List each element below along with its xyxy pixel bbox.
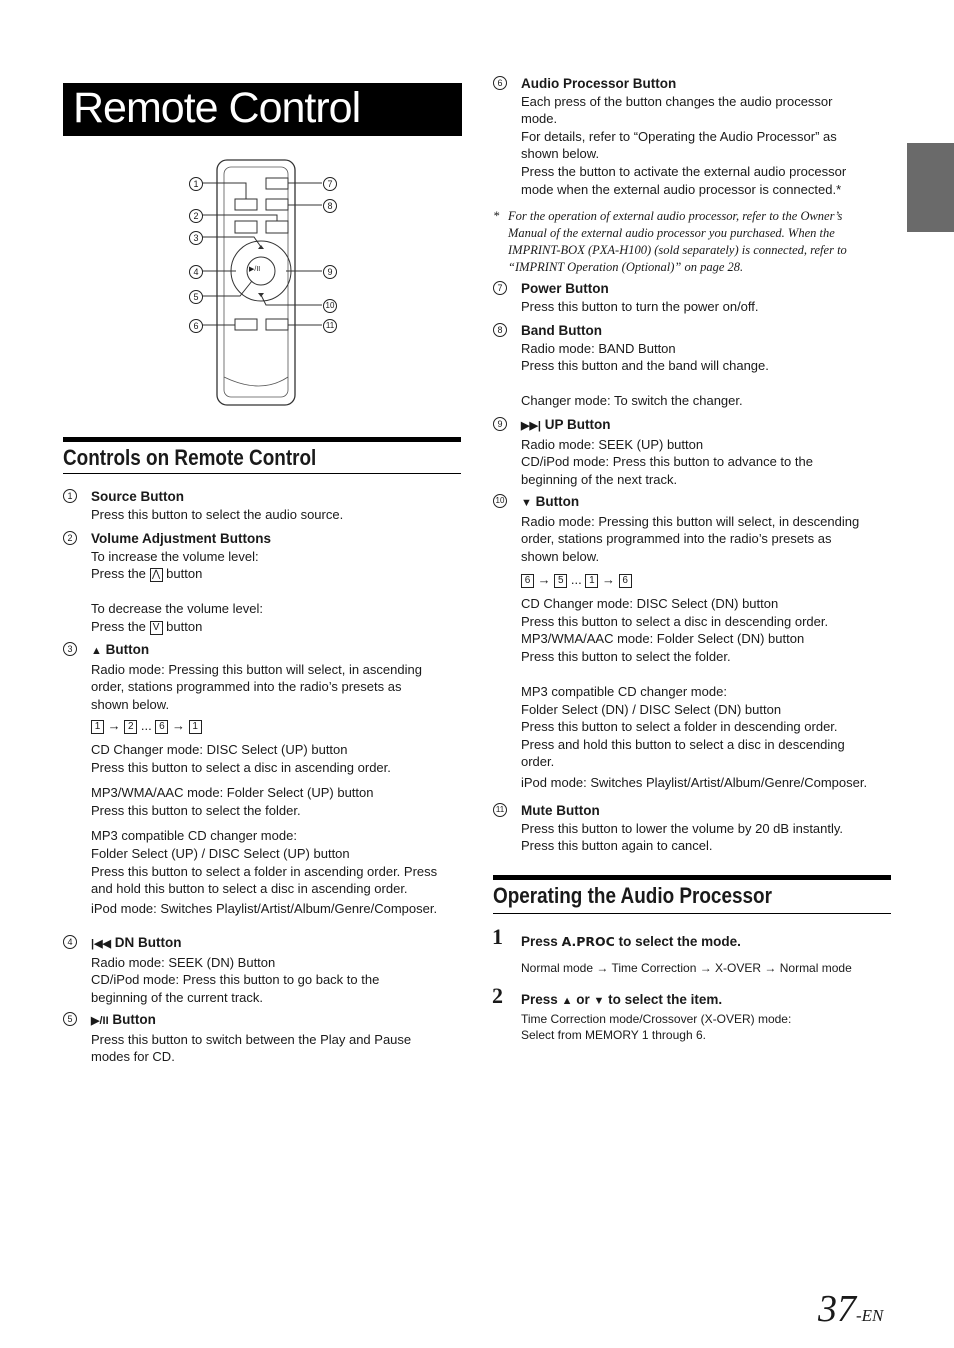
section-heading-controls: Controls on Remote Control xyxy=(63,437,461,474)
item-up-button: 3 ▲ Button Radio mode: Pressing this button will select, in ascending order, stations programmed into the radio’s presets as shown below. 1 → 2 ... 6 → 1 CD Changer mode: DISC Select (UP) button Press this button to select a disc in ascending order. MP3/WMA/AAC mode: Folder Select (UP) button Press this button to select the folder. MP3 compatible CD changer mode: Folder Select (UP) / DISC Select (UP) button Press this button to select a folder in ascending order. Press and hold this button to select a disc in ascending order. iPod mode: Switches Playlist/Artist/Album/Genre/Composer. xyxy=(63,641,468,917)
callout-2: 2 xyxy=(189,209,203,223)
down-triangle-icon: ▼ xyxy=(593,995,605,1007)
preset-sequence-up: 1 → 2 ... 6 → 1 xyxy=(91,717,468,735)
item-down-button: 10 ▼ Button Radio mode: Pressing this button will select, in descending order, stations programmed into the radio’s presets as shown below. 6 → 5 ... 1 → 6 CD Changer mode: DISC Select (DN) button Press this button to select a disc in descending order. MP3/WMA/AAC mode: Folder Select (DN) button Press this button to select the folder. MP3 compatible CD changer mode: Folder Select (DN) / DISC Select (DN) button Press this button to select a folder in descending order. Press and hold this button to select a disc in descending order. iPod mode: Switches Playlist/Artist/Album/Genre/Composer. xyxy=(493,493,898,792)
item-band: 8 Band Button Radio mode: BAND Button Press this button and the band will change. Changer mode: To switch the changer. xyxy=(493,322,893,410)
down-triangle-icon: ▼ xyxy=(521,497,532,509)
next-track-icon: ▶▶| xyxy=(521,420,541,432)
section-heading-audio-processor: Operating the Audio Processor xyxy=(493,875,891,914)
step-2: Press ▲ or ▼ to select the item. Time Correction mode/Crossover (X-OVER) mode: Select from MEMORY 1 through 6. xyxy=(521,992,792,1042)
item-volume: 2 Volume Adjustment Buttons To increase the volume level: Press the ⋀ button To decrease the volume level: Press the V button xyxy=(63,530,463,636)
callout-6: 6 xyxy=(189,319,203,333)
page-title: Remote Control xyxy=(73,84,361,132)
callout-8: 8 xyxy=(323,199,337,213)
prev-track-icon: |◀◀ xyxy=(91,938,111,950)
page-number: 37-EN xyxy=(818,1288,884,1330)
callout-9: 9 xyxy=(323,265,337,279)
step-1-number: 1 xyxy=(492,924,503,949)
item-mute: 11 Mute Button Press this button to lower the volume by 20 dB instantly. Press this button again to cancel. xyxy=(493,802,893,855)
footnote: * For the operation of external audio processor, refer to the Owner’s Manual of the external audio processor you purchased. When the IMPRINT-BOX (PXA-H100) (sold separately) is connected, refer to “IMPRINT Operation (Optional)” on page 28. xyxy=(493,209,847,274)
item-play-pause: 5 ▶/II Button Press this button to switch between the Play and Pause modes for CD. xyxy=(63,1011,463,1066)
volume-down-key: V xyxy=(150,621,163,635)
callout-11: 11 xyxy=(323,319,337,333)
callout-3: 3 xyxy=(189,231,203,245)
callout-5: 5 xyxy=(189,290,203,304)
up-triangle-icon: ▲ xyxy=(561,995,573,1007)
aproc-key: A.PROC xyxy=(561,934,615,949)
item-power: 7 Power Button Press this button to turn the power on/off. xyxy=(493,280,893,315)
remote-figure xyxy=(180,155,350,410)
up-triangle-icon: ▲ xyxy=(91,645,102,657)
item-up-seek: 9 ▶▶| UP Button Radio mode: SEEK (UP) button CD/iPod mode: Press this button to advance to the beginning of the next track. xyxy=(493,416,893,488)
item-dn-button: 4 |◀◀ DN Button Radio mode: SEEK (DN) Button CD/iPod mode: Press this button to go back to the beginning of the current track. xyxy=(63,934,463,1006)
callout-4: 4 xyxy=(189,265,203,279)
step-2-number: 2 xyxy=(492,983,503,1008)
callout-1: 1 xyxy=(189,177,203,191)
side-tab xyxy=(907,143,954,232)
page-title-bar xyxy=(63,83,462,136)
play-pause-label: ▶/II xyxy=(249,266,261,273)
callout-10: 10 xyxy=(323,299,337,313)
play-pause-icon: ▶/II xyxy=(91,1015,109,1027)
item-audio-processor: 6 Audio Processor Button Each press of the button changes the audio processor mode. For details, refer to “Operating the Audio Processor” as shown below. Press the button to activate the external audio processor mode when the external audio processor is connected.* xyxy=(493,75,893,198)
preset-sequence-down: 6 → 5 ... 1 → 6 xyxy=(521,571,898,589)
callout-7: 7 xyxy=(323,177,337,191)
item-source: 1 Source Button Press this button to select the audio source. xyxy=(63,488,463,523)
volume-up-key: ⋀ xyxy=(150,568,163,582)
step-1: Press A.PROC to select the mode. Normal mode → Time Correction → X-OVER → Normal mode xyxy=(521,934,852,975)
